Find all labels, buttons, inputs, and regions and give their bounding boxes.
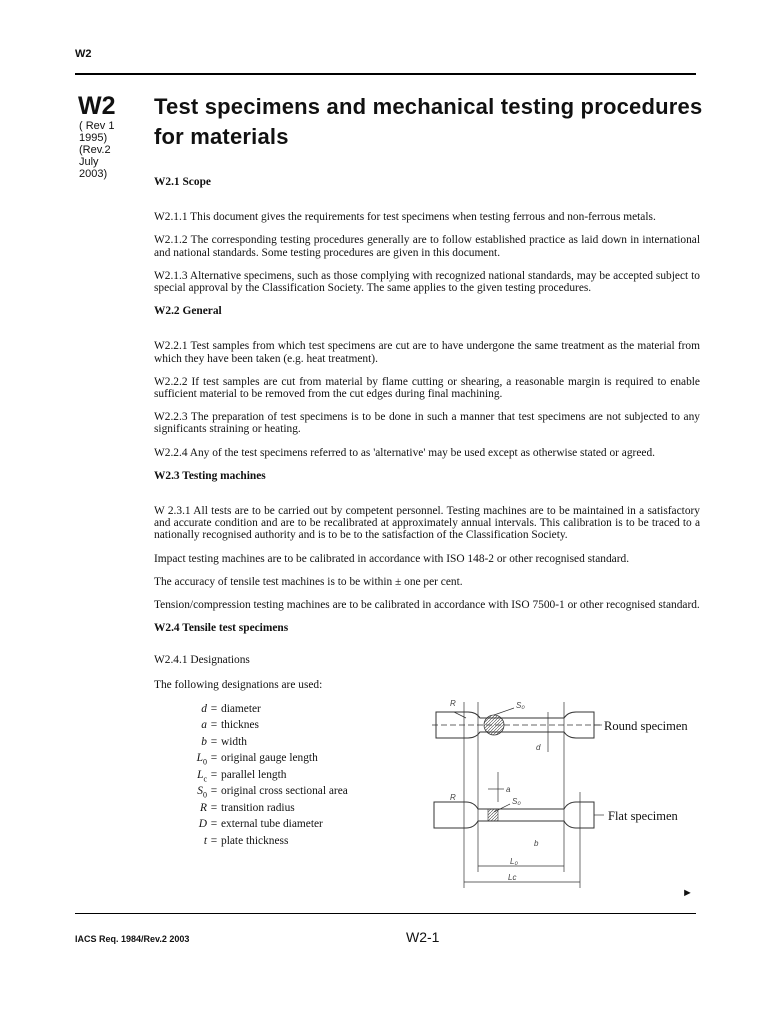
designation-symbol: a [201, 719, 207, 732]
paragraph: The accuracy of tensile test machines is to be within ± one per cent. [154, 575, 463, 588]
footer-reference: IACS Req. 1984/Rev.2 2003 [75, 934, 190, 944]
equals-sign: = [210, 801, 218, 814]
flat-specimen-label: Flat specimen [608, 809, 678, 823]
designation-symbol: $S_0$ [197, 785, 207, 800]
header-rule [75, 73, 696, 75]
label-b: b [534, 839, 539, 848]
paragraph: W2.1.3 Alternative specimens, such as those complying with recognized national standards, may be accepted subject to special approval by the Classification Society. The same applies to the given testing procedures. [154, 269, 700, 295]
designation-description: original gauge length [221, 752, 318, 765]
label-d: d [536, 743, 541, 752]
designation-symbol: $L_0$ [196, 752, 207, 767]
equals-sign: = [210, 752, 218, 765]
paragraph: W 2.3.1 All tests are to be carried out by competent personnel. Testing machines are to be maintained in a satisfactory and accurate condition and are to be recalibrated at approximately annual intervals. This calibration is to be traced to a nationally recognised authority and is to be to the satisfaction of the Classification Society. [154, 505, 700, 542]
paragraph: W2.2.1 Test samples from which test specimens are cut are to have undergone the same treatment as the material from which they have been taken (e.g. heat treatment). [154, 340, 700, 365]
designation-description: external tube diameter [221, 818, 323, 831]
equals-sign: = [210, 702, 218, 715]
designation-symbol: $L_c$ [197, 768, 207, 784]
label-S0-flat: S₀ [512, 797, 521, 806]
section-heading-scope: W2.1 Scope [154, 176, 211, 188]
label-S0: S₀ [516, 701, 525, 710]
page-title: Test specimens and mechanical testing procedures for materials [154, 94, 703, 149]
designation-description: thicknes [221, 719, 259, 732]
designation-symbol: b [201, 735, 207, 748]
equals-sign: = [210, 785, 218, 798]
equals-sign: = [210, 735, 218, 748]
revision-note: ( Rev 1 1995) (Rev.2 July 2003) [79, 120, 115, 180]
label-L0: L₀ [510, 857, 518, 866]
equals-sign: = [210, 834, 218, 847]
section-heading-tensile: W2.4 Tensile test specimens [154, 622, 289, 635]
equals-sign: = [210, 768, 218, 781]
round-cross-section [484, 715, 504, 735]
paragraph: W2.1.1 This document gives the requirements for test specimens when testing ferrous and non-ferrous metals. [154, 211, 656, 224]
designation-symbol: D [198, 818, 207, 831]
designation-description: parallel length [221, 768, 287, 781]
tensile-specimen-figure [428, 692, 708, 892]
footer-rule [75, 913, 696, 914]
paragraph: W2.1.2 The corresponding testing procedures generally are to follow established practice as laid down in international and national standards. Some testing procedures are given in this document. [154, 234, 700, 259]
label-a: a [506, 785, 511, 794]
label-R: R [450, 699, 456, 708]
designation-description: width [221, 735, 247, 748]
paragraph: Tension/compression testing machines are to be calibrated in accordance with ISO 7500-1 or other recognised standard. [154, 599, 700, 612]
round-specimen-shape [432, 712, 600, 738]
label-Lc: Lc [508, 873, 517, 882]
requirement-code: W2 [78, 92, 116, 120]
round-specimen-label: Round specimen [604, 719, 688, 733]
designation-description: diameter [221, 702, 261, 715]
designation-description: transition radius [221, 801, 295, 814]
label-R-flat: R [450, 793, 456, 802]
equals-sign: = [210, 719, 218, 732]
designation-symbol: d [201, 702, 207, 715]
paragraph: W2.2.3 The preparation of test specimens is to be done in such a manner that test specimens are not subjected to any significants straining or heating. [154, 411, 700, 436]
designation-symbol: t [203, 834, 207, 847]
page-number: W2-1 [406, 929, 440, 945]
section-heading-testing-machines: W2.3 Testing machines [154, 469, 266, 482]
designation-symbol: R [200, 801, 207, 814]
designation-description: plate thickness [221, 834, 289, 847]
equals-sign: = [210, 818, 218, 831]
sub-heading-designations: W2.4.1 Designations [154, 654, 250, 667]
paragraph: W2.2.2 If test samples are cut from material by flame cutting or shearing, a reasonable margin is required to enable sufficient material to be removed from the cut edges during final machining. [154, 375, 700, 401]
dimension-lines [454, 702, 604, 888]
paragraph: W2.2.4 Any of the test specimens referred to as 'alternative' may be used except as otherwise stated or agreed. [154, 446, 655, 459]
header-code: W2 [75, 48, 92, 60]
continue-arrow-icon: ► [682, 887, 693, 899]
designation-description: original cross sectional area [221, 785, 348, 798]
section-heading-general: W2.2 General [154, 305, 222, 318]
designations-intro: The following designations are used: [154, 678, 323, 691]
paragraph: Impact testing machines are to be calibrated in accordance with ISO 148-2 or other recognised standard. [154, 552, 630, 565]
